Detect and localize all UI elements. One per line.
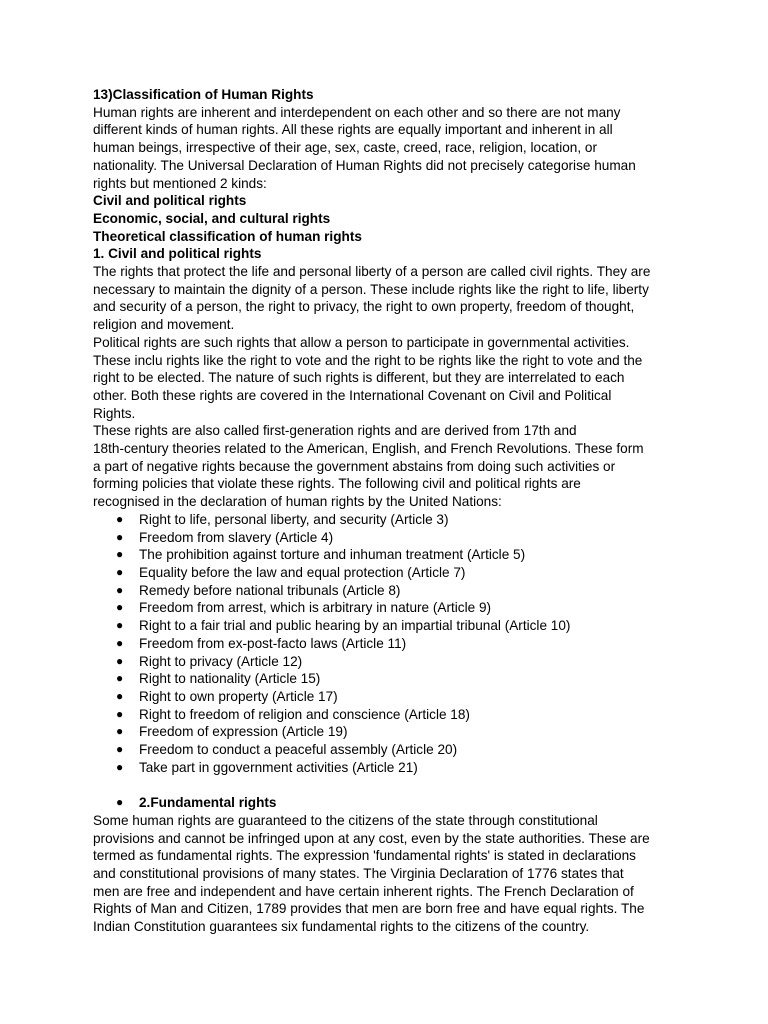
- fundamental-rights-paragraph: [93, 812, 676, 936]
- paragraph-line: Human rights are inherent and interdependent on each other and so there are not many: [93, 104, 621, 120]
- list-item: [93, 688, 676, 706]
- bullet-icon: ●: [116, 600, 124, 615]
- list-item-text: Equality before the law and equal protection (Article 7): [139, 564, 466, 580]
- bullet-icon: ●: [116, 795, 124, 810]
- first-generation-paragraph: [93, 422, 676, 511]
- paragraph-line: Rights of Man and Citizen, 1789 provides that men are born free and have equal rights. The: [93, 901, 645, 917]
- list-item-text: Right to privacy (Article 12): [139, 653, 303, 669]
- paragraph-line: Some human rights are guaranteed to the citizens of the state through constitutional: [93, 812, 598, 828]
- civil-political-rights-list: [93, 511, 676, 777]
- paragraph-line: rights but mentioned 2 kinds:: [93, 175, 267, 191]
- bullet-icon: ●: [116, 724, 124, 739]
- bullet-icon: ●: [116, 653, 124, 668]
- list-item: [93, 564, 676, 582]
- list-item-text: Freedom of expression (Article 19): [139, 724, 348, 740]
- list-item-text: The prohibition against torture and inhuman treatment (Article 5): [139, 547, 526, 563]
- paragraph-line: Political rights are such rights that allow a person to participate in governmental activities.: [93, 334, 630, 350]
- heading-theoretical-classification: Theoretical classification of human rights: [93, 228, 362, 244]
- list-item-text: Right to life, personal liberty, and security (Article 3): [139, 511, 449, 527]
- list-item: [93, 511, 676, 529]
- bullet-icon: ●: [116, 635, 124, 650]
- list-item-text: Freedom from arrest, which is arbitrary in nature (Article 9): [139, 600, 492, 616]
- paragraph-line: necessary to maintain the dignity of a person. These include rights like the right to life, liberty: [93, 281, 649, 297]
- list-item: [93, 670, 676, 688]
- intro-paragraph: [93, 104, 676, 193]
- list-item-text: Right to nationality (Article 15): [139, 671, 321, 687]
- paragraph-line: and constitutional provisions of many states. The Virginia Declaration of 1776 states that: [93, 865, 624, 881]
- section-heading-civil-political: 1. Civil and political rights: [93, 246, 262, 262]
- paragraph-line: different kinds of human rights. All these rights are equally important and inherent in all: [93, 122, 613, 138]
- list-item: [93, 706, 676, 724]
- list-item-text: Remedy before national tribunals (Article 8): [139, 582, 401, 598]
- list-item: [93, 635, 676, 653]
- section-heading-text: 2.Fundamental rights: [139, 795, 277, 811]
- paragraph-line: These rights are also called first-generation rights and are derived from 17th and: [93, 423, 577, 439]
- paragraph-line: and security of a person, the right to privacy, the right to own property, freedom of thought,: [93, 299, 635, 315]
- fundamental-rights-heading-list: [93, 794, 676, 812]
- list-item-text: Right to a fair trial and public hearing by an impartial tribunal (Article 10): [139, 618, 571, 634]
- list-item: [93, 599, 676, 617]
- list-item-text: Take part in ggovernment activities (Article 21): [139, 759, 418, 775]
- list-item: [93, 759, 676, 777]
- bullet-icon: ●: [116, 618, 124, 633]
- list-item-text: Freedom to conduct a peaceful assembly (Article 20): [139, 742, 458, 758]
- paragraph-line: provisions and cannot be infringed upon at any cost, even by the state authorities. These are: [93, 830, 650, 846]
- bullet-icon: ●: [116, 742, 124, 757]
- list-item: [93, 653, 676, 671]
- section-heading-fundamental-rights: [93, 794, 676, 812]
- bullet-icon: ●: [116, 529, 124, 544]
- paragraph-line: religion and movement.: [93, 317, 235, 333]
- bullet-icon: ●: [116, 564, 124, 579]
- bullet-icon: ●: [116, 511, 124, 526]
- political-rights-paragraph: [93, 334, 676, 423]
- paragraph-line: termed as fundamental rights. The expression 'fundamental rights' is stated in declarations: [93, 848, 636, 864]
- list-item-text: Right to freedom of religion and conscience (Article 18): [139, 706, 470, 722]
- list-item: [93, 741, 676, 759]
- list-item: [93, 546, 676, 564]
- bullet-icon: ●: [116, 706, 124, 721]
- document-title: 13)Classification of Human Rights: [93, 87, 314, 102]
- paragraph-line: Indian Constitution guarantees six fundamental rights to the citizens of the country.: [93, 919, 590, 935]
- list-item-text: Right to own property (Article 17): [139, 688, 338, 704]
- paragraph-line: a part of negative rights because the government abstains from doing such activities or: [93, 458, 616, 474]
- bullet-icon: ●: [116, 688, 124, 703]
- paragraph-line: nationality. The Universal Declaration of Human Rights did not precisely categorise human: [93, 157, 636, 173]
- list-item: [93, 723, 676, 741]
- paragraph-line: right to be elected. The nature of such rights is different, but they are interrelated to each: [93, 370, 625, 386]
- paragraph-line: human beings, irrespective of their age, sex, caste, creed, race, religion, location, or: [93, 140, 597, 156]
- list-item: [93, 529, 676, 547]
- heading-economic-social-cultural: Economic, social, and cultural rights: [93, 210, 331, 226]
- paragraph-line: Rights.: [93, 405, 136, 421]
- list-item: [93, 582, 676, 600]
- bullet-icon: ●: [116, 582, 124, 597]
- bullet-icon: ●: [116, 671, 124, 686]
- paragraph-line: 18th-century theories related to the American, English, and French Revolutions. These form: [93, 441, 644, 457]
- paragraph-line: These inclu rights like the right to vote and the right to be rights like the right to vote and the: [93, 352, 643, 368]
- bullet-icon: ●: [116, 759, 124, 774]
- heading-civil-political: Civil and political rights: [93, 193, 247, 209]
- paragraph-line: forming policies that violate these rights. The following civil and political rights are: [93, 476, 581, 492]
- list-item: [93, 617, 676, 635]
- paragraph-line: men are free and independent and have certain inherent rights. The French Declaration of: [93, 883, 634, 899]
- paragraph-line: The rights that protect the life and personal liberty of a person are called civil rights. They are: [93, 264, 651, 280]
- paragraph-line: recognised in the declaration of human rights by the United Nations:: [93, 494, 502, 510]
- bullet-icon: ●: [116, 547, 124, 562]
- paragraph-line: other. Both these rights are covered in the International Covenant on Civil and Political: [93, 387, 612, 403]
- civil-rights-paragraph: [93, 263, 676, 334]
- blank-line: [93, 776, 676, 794]
- list-item-text: Freedom from slavery (Article 4): [139, 529, 334, 545]
- list-item-text: Freedom from ex-post-facto laws (Article 11): [139, 635, 407, 651]
